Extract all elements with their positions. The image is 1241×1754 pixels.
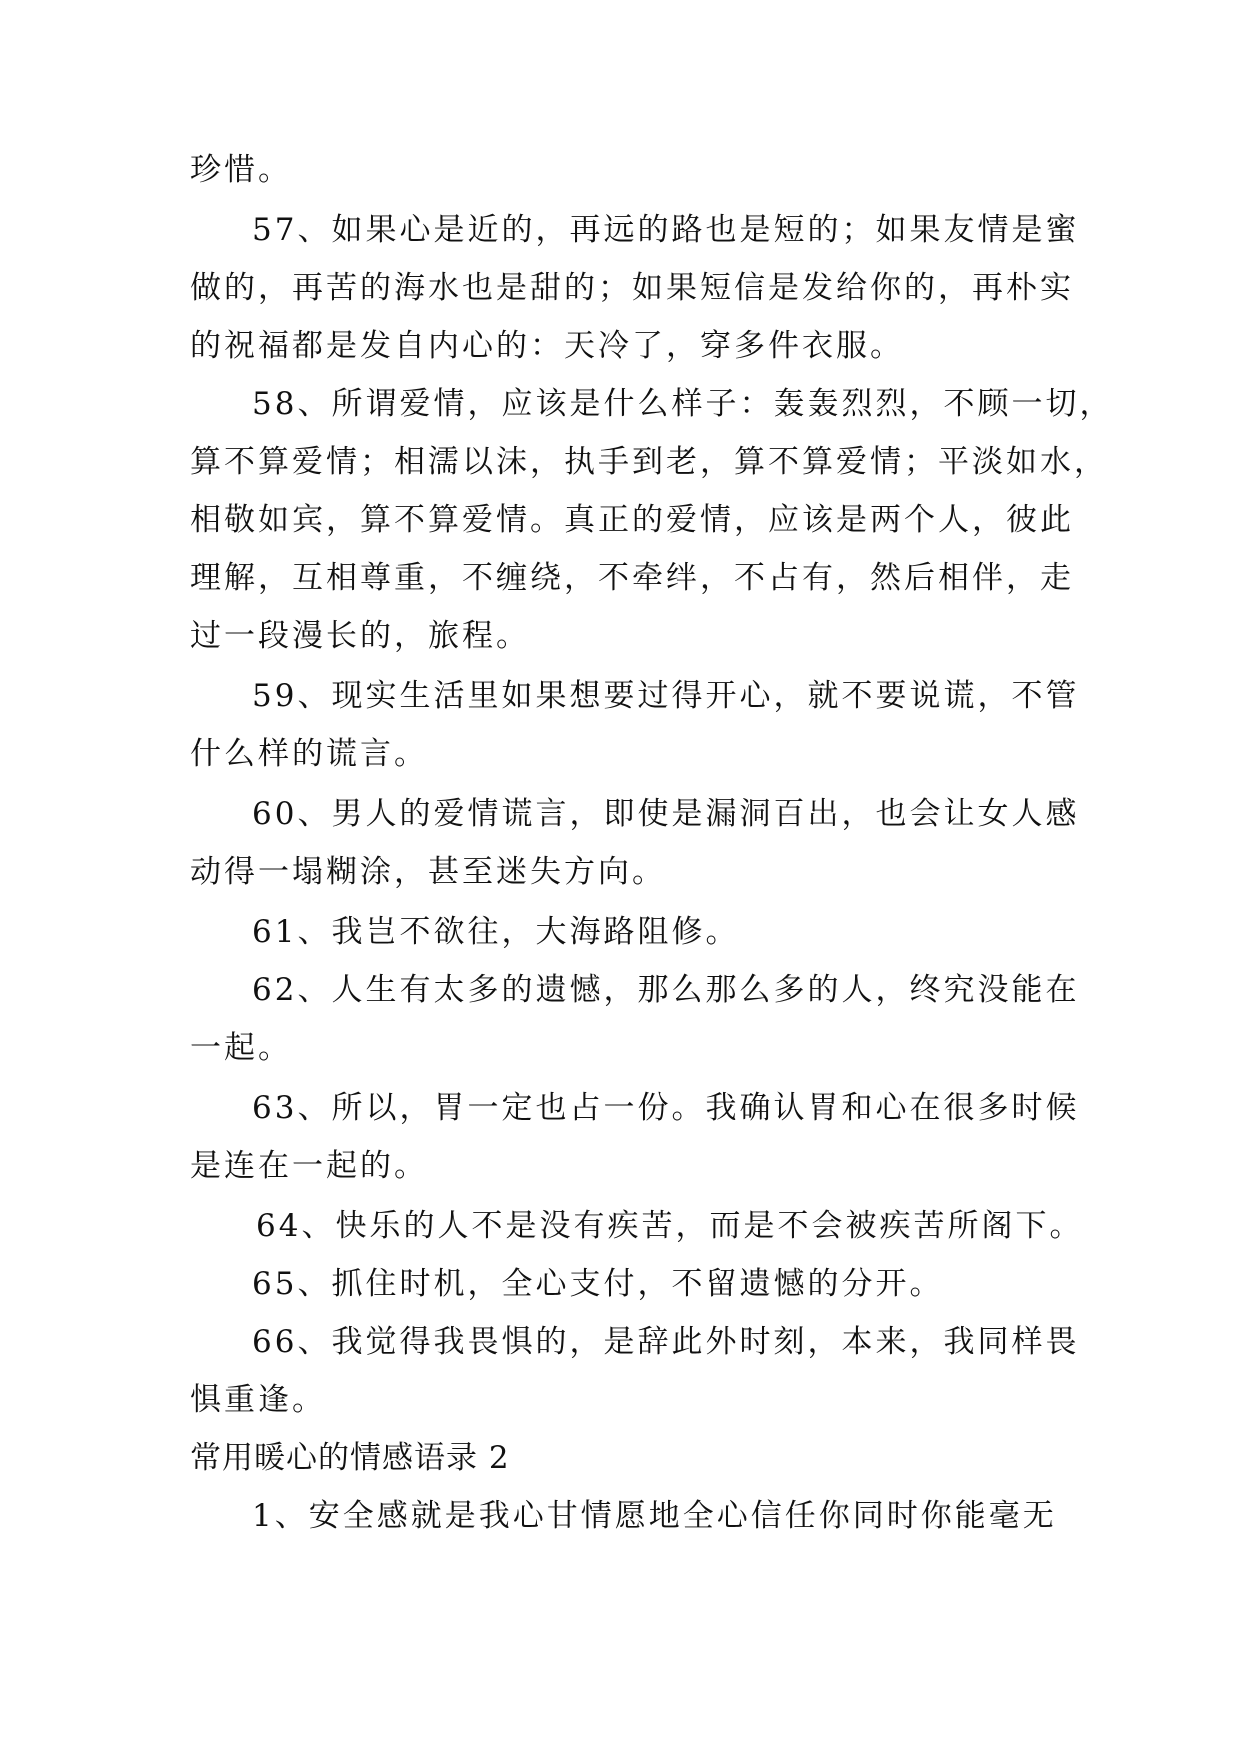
paragraph-line: 算不算爱情；相濡以沫，执手到老，算不算爱情；平淡如水，	[190, 444, 1108, 480]
paragraph-line: 过一段漫长的，旅程。	[190, 618, 530, 654]
paragraph-line: 是连在一起的。	[190, 1148, 428, 1184]
paragraph-line: 珍惜。	[190, 152, 292, 188]
paragraph-line: 相敬如宾，算不算爱情。真正的爱情，应该是两个人，彼此	[190, 502, 1074, 538]
paragraph-line: 的祝福都是发自内心的：天冷了，穿多件衣服。	[190, 328, 904, 364]
paragraph-line: 惧重逢。	[190, 1382, 326, 1418]
paragraph-line: 理解，互相尊重，不缠绕，不牵绊，不占有，然后相伴，走	[190, 560, 1074, 596]
paragraph-line: 1、安全感就是我心甘情愿地全心信任你同时你能毫无	[252, 1498, 1057, 1534]
section-heading: 常用暖心的情感语录 2	[190, 1440, 510, 1476]
paragraph-line: 57、如果心是近的，再远的路也是短的；如果友情是蜜	[252, 212, 1080, 248]
paragraph-line: 66、我觉得我畏惧的，是辞此外时刻，本来，我同样畏	[252, 1324, 1080, 1360]
paragraph-line: 61、我岂不欲往，大海路阻修。	[252, 914, 740, 950]
paragraph-line: 63、所以，胃一定也占一份。我确认胃和心在很多时候	[252, 1090, 1080, 1126]
paragraph-line: 动得一塌糊涂，甚至迷失方向。	[190, 854, 666, 890]
paragraph-line: 59、现实生活里如果想要过得开心，就不要说谎，不管	[252, 678, 1080, 714]
paragraph-line: 62、人生有太多的遗憾，那么那么多的人，终究没能在	[252, 972, 1080, 1008]
paragraph-line: 一起。	[190, 1030, 292, 1066]
paragraph-line: 64、快乐的人不是没有疾苦，而是不会被疾苦所阁下。	[256, 1208, 1084, 1244]
paragraph-line: 60、男人的爱情谎言，即使是漏洞百出，也会让女人感	[252, 796, 1080, 832]
paragraph-line: 做的，再苦的海水也是甜的；如果短信是发给你的，再朴实	[190, 270, 1074, 306]
paragraph-line: 什么样的谎言。	[190, 736, 428, 772]
paragraph-line: 65、抓住时机，全心支付，不留遗憾的分开。	[252, 1266, 944, 1302]
paragraph-line: 58、所谓爱情，应该是什么样子：轰轰烈烈，不顾一切，	[252, 386, 1114, 422]
